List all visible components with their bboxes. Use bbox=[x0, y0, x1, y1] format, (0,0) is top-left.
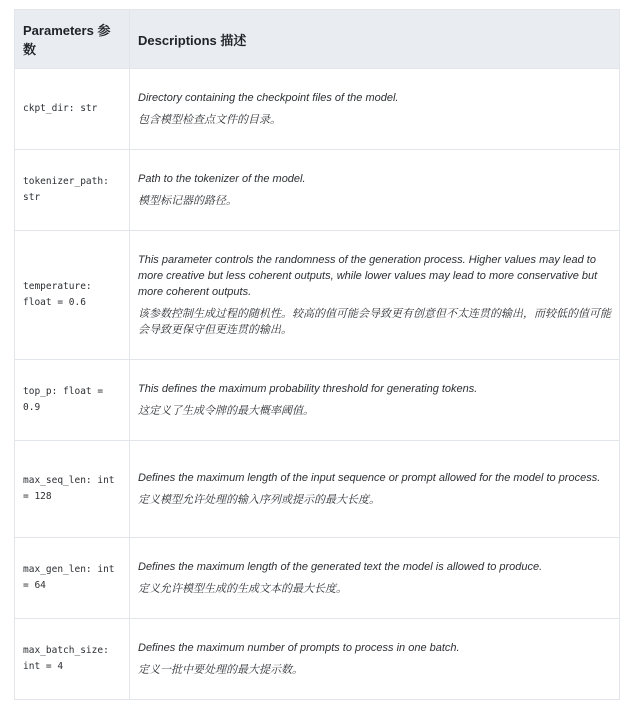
description-zh: 定义允许模型生成的生成文本的最大长度。 bbox=[138, 583, 347, 595]
description-zh: 定义一批中要处理的最大提示数。 bbox=[138, 664, 303, 676]
description-zh: 模型标记器的路径。 bbox=[138, 195, 237, 207]
description-zh: 包含模型检查点文件的目录。 bbox=[138, 114, 281, 126]
parameters-table-container bbox=[14, 9, 619, 700]
param-description bbox=[130, 441, 620, 538]
table-row bbox=[15, 231, 620, 360]
header-descriptions: Descriptions 描述 bbox=[130, 10, 620, 69]
param-name: max_batch_size: int = 4 bbox=[15, 619, 130, 700]
header-parameters: Parameters 参数 bbox=[15, 10, 130, 69]
description-en: Directory containing the checkpoint files of the model. bbox=[138, 92, 399, 104]
table-row bbox=[15, 538, 620, 619]
description-zh: 定义模型允许处理的输入序列或提示的最大长度。 bbox=[138, 494, 380, 506]
param-name: max_seq_len: int = 128 bbox=[15, 441, 130, 538]
param-description bbox=[130, 538, 620, 619]
table-row bbox=[15, 150, 620, 231]
description-zh: 该参数控制生成过程的随机性。较高的值可能会导致更有创意但不太连贯的输出，而较低的值可能会导致更保守但更连贯的输出。 bbox=[138, 308, 611, 336]
description-en: Defines the maximum number of prompts to process in one batch. bbox=[138, 642, 460, 654]
param-description bbox=[130, 619, 620, 700]
description-en: This parameter controls the randomness of the generation process. Higher values may lead to more creative but less coherent outputs, while lower values may lead to more conservative but more coherent outputs. bbox=[138, 254, 598, 298]
param-description bbox=[130, 360, 620, 441]
param-description bbox=[130, 69, 620, 150]
table-row bbox=[15, 69, 620, 150]
param-description bbox=[130, 231, 620, 360]
table-row bbox=[15, 360, 620, 441]
param-name: top_p: float = 0.9 bbox=[15, 360, 130, 441]
description-en: Defines the maximum length of the generated text the model is allowed to produce. bbox=[138, 561, 543, 573]
description-en: Path to the tokenizer of the model. bbox=[138, 173, 306, 185]
param-description bbox=[130, 150, 620, 231]
description-en: This defines the maximum probability threshold for generating tokens. bbox=[138, 383, 478, 395]
param-name: tokenizer_path: str bbox=[15, 150, 130, 231]
param-name: max_gen_len: int = 64 bbox=[15, 538, 130, 619]
description-zh: 这定义了生成令牌的最大概率阈值。 bbox=[138, 405, 314, 417]
table-row bbox=[15, 619, 620, 700]
table-header-row bbox=[15, 10, 620, 69]
param-name: temperature: float = 0.6 bbox=[15, 231, 130, 360]
param-name: ckpt_dir: str bbox=[15, 69, 130, 150]
description-en: Defines the maximum length of the input sequence or prompt allowed for the model to process. bbox=[138, 472, 601, 484]
table-row bbox=[15, 441, 620, 538]
parameters-table bbox=[14, 9, 620, 700]
